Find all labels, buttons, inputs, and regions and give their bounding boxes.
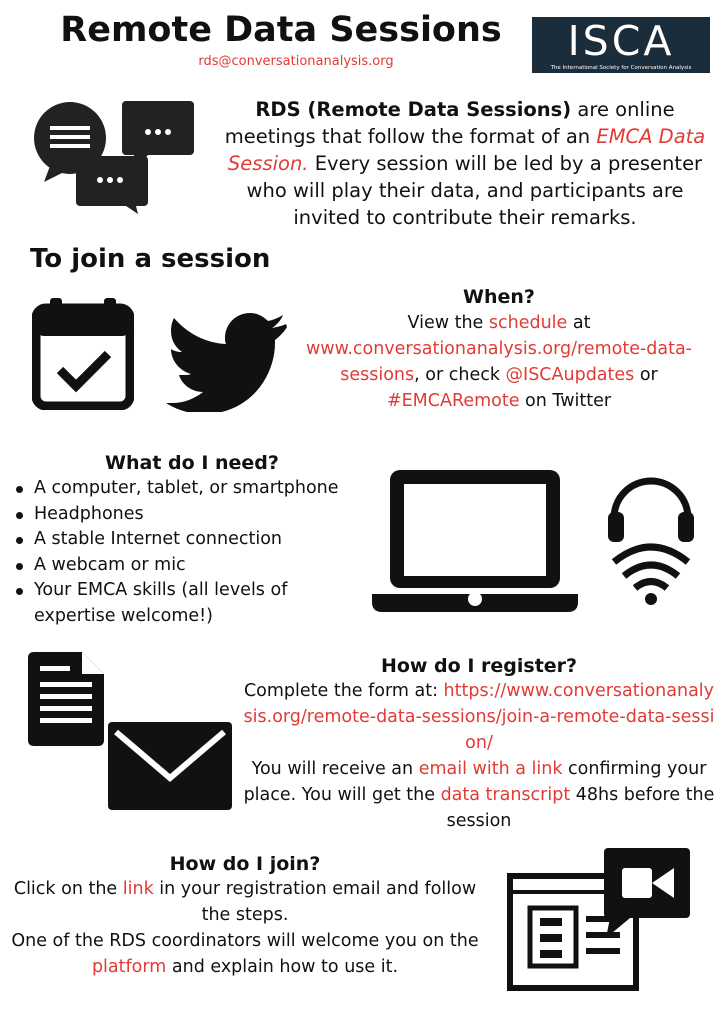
- register-section: [240, 654, 718, 834]
- intro-paragraph: [220, 96, 710, 231]
- how-join-text: [10, 876, 480, 980]
- when-text-2: at: [567, 313, 591, 333]
- video-call-icon: [506, 846, 692, 992]
- document-icon: [28, 652, 108, 746]
- schedule-link[interactable]: schedule: [488, 313, 568, 333]
- laptop-icon: [368, 466, 582, 618]
- registration-form-link[interactable]: https://www.conversationanalysis.org/remote-data-sessions/join-a-remote-data-session/: [243, 681, 715, 753]
- email-link-text: email with a link: [418, 759, 563, 779]
- calendar-check-icon: [32, 298, 134, 410]
- list-item: Your EMCA skills (all levels of expertise welcome!): [34, 578, 366, 629]
- logo-subtitle: The International Society for Conversation Analysis: [550, 65, 692, 71]
- list-item: A stable Internet connection: [34, 527, 366, 553]
- need-heading: What do I need?: [105, 452, 279, 474]
- when-text-3: , or check: [414, 365, 506, 385]
- join-text-1: Click on the: [13, 879, 123, 899]
- join-text-2: in your registration email and follow the steps.: [153, 879, 477, 925]
- when-text-1: View the: [407, 313, 489, 333]
- platform-link[interactable]: platform: [91, 957, 167, 977]
- logo-text: ISCA: [567, 17, 675, 65]
- headphones-wifi-icon: [604, 468, 698, 608]
- register-text-2: You will receive an: [251, 759, 419, 779]
- contact-email-link[interactable]: rds@conversationanalysis.org: [198, 54, 394, 69]
- chat-bubbles-icon: [30, 98, 198, 218]
- list-item: A webcam or mic: [34, 553, 366, 579]
- register-text: [240, 678, 718, 834]
- join-text-3: One of the RDS coordinators will welcome you on the: [11, 931, 479, 951]
- schedule-url-link[interactable]: www.conversationanalysis.org/remote-data-sessions: [305, 339, 693, 385]
- how-join-section: [10, 852, 480, 980]
- isca-logo: [532, 17, 710, 73]
- registration-link[interactable]: link: [122, 879, 154, 899]
- intro-bold: RDS (Remote Data Sessions): [255, 98, 572, 121]
- when-text: [298, 310, 700, 414]
- register-text-3: confirming your place. You will get the: [243, 759, 707, 805]
- hashtag-link[interactable]: #EMCARemote: [386, 391, 520, 411]
- list-item: A computer, tablet, or smartphone: [34, 476, 366, 502]
- register-heading: How do I register?: [380, 655, 578, 677]
- page-title: Remote Data Sessions: [60, 10, 502, 50]
- when-heading: When?: [463, 286, 535, 308]
- list-item: Headphones: [34, 502, 366, 528]
- data-transcript-text: data transcript: [440, 785, 571, 805]
- when-section: [298, 284, 700, 414]
- register-text-1: Complete the form at:: [243, 681, 444, 701]
- register-text-4: 48hs before the session: [446, 785, 715, 831]
- needs-list: [0, 476, 366, 629]
- when-text-5: on Twitter: [519, 391, 612, 411]
- join-text-4: and explain how to use it.: [166, 957, 399, 977]
- twitter-handle-link[interactable]: @ISCAupdates: [505, 365, 635, 385]
- intro-text-2: Every session will be led by a presenter who will play their data, and participants are invited to contribute their remarks.: [246, 152, 703, 229]
- envelope-icon: [108, 722, 232, 810]
- emca-data-session-link[interactable]: EMCA Data Session.: [227, 125, 706, 175]
- join-session-heading: To join a session: [30, 244, 271, 274]
- how-join-heading: How do I join?: [169, 853, 321, 875]
- when-text-4: or: [634, 365, 658, 385]
- twitter-bird-icon: [166, 312, 290, 412]
- intro-text-1: are online meetings that follow the format of an: [224, 98, 675, 148]
